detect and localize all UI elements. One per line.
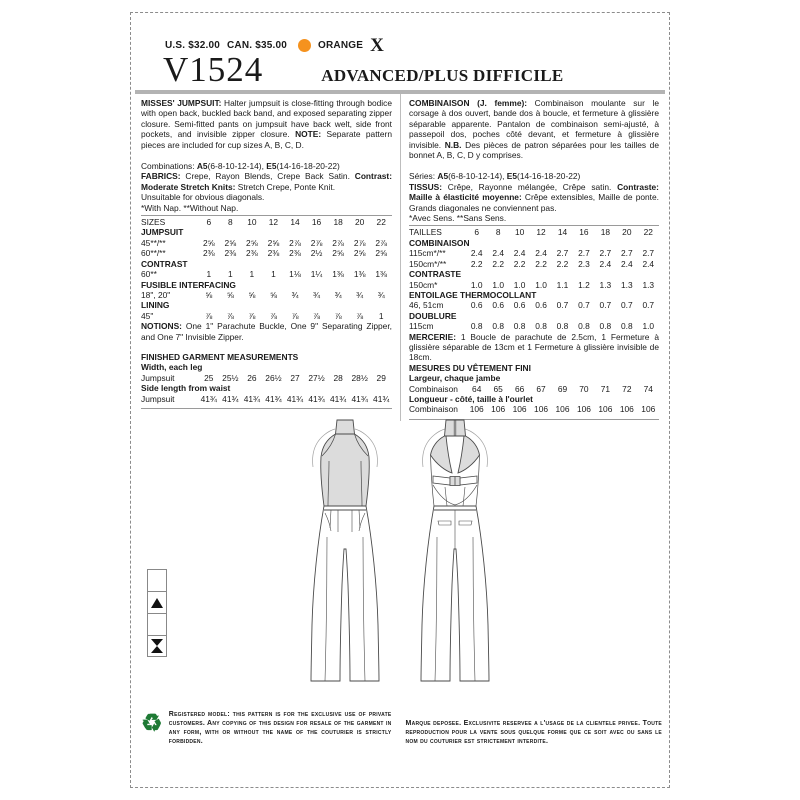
table-cell: 2⅞ — [332, 237, 344, 248]
cup-mark: X — [370, 35, 385, 56]
table-cell: 2.2 — [492, 258, 504, 269]
text-segment: Crepe, Rayon Blends, Crepe Back Satin. — [185, 171, 355, 182]
table-cell: 72 — [622, 383, 632, 394]
text-segment: Crêpe extensibles, Maille de ponte. Grands diagonales ne conviennent pas. — [409, 192, 659, 213]
table-cell: 2⅜ — [202, 248, 215, 259]
table-section-row — [409, 269, 659, 279]
table-cell: 1⅜ — [332, 269, 344, 280]
table-cell: 106 — [491, 404, 506, 415]
text-segment: N.B. — [444, 139, 466, 150]
table-cell: 20 — [622, 227, 632, 238]
table-cell: 41¾ — [373, 393, 390, 404]
divider — [409, 225, 659, 226]
table-cell: ⅞ — [291, 310, 299, 321]
text-segment: MERCERIE: — [409, 331, 461, 342]
text-segment: E5 — [266, 161, 277, 172]
table-cell: 2.4 — [513, 248, 526, 259]
table-row — [409, 321, 659, 331]
table-cell: 41¾ — [243, 393, 261, 404]
table-cell: 16 — [579, 227, 589, 238]
legal-text-fr: Marque deposee. Exclusivite reservee a l'usage de la clientele privee. Toute reproduction pour la vente sous quelque forme que ce soit avec ou sans le nom du couturier est strictement interdite. — [405, 720, 662, 745]
table-cell: 106 — [534, 404, 549, 415]
table-row — [141, 311, 392, 321]
table-row-label: 150cm* — [409, 279, 438, 290]
table-row-label: 115cm*/** — [409, 248, 446, 259]
table-row — [409, 300, 659, 310]
table-section-row — [141, 227, 392, 237]
table-cell: 2⅝ — [246, 237, 258, 248]
text-columns — [135, 94, 665, 421]
table-cell: 12 — [268, 217, 279, 228]
table-section-row — [141, 300, 392, 310]
text-segment: Contraste: Maille à élasticité moyenne: — [409, 181, 659, 203]
table-cell: 1.3 — [621, 279, 633, 290]
table-cell: 12 — [536, 227, 546, 238]
table-cell: 10 — [247, 217, 257, 228]
table-cell: ¾ — [356, 289, 364, 300]
table-cell: 1 — [206, 269, 212, 280]
english-column — [135, 94, 400, 421]
table-row-label: 60** — [141, 269, 157, 280]
table-row-label: Jumpsuit — [141, 372, 175, 383]
table-cell: 8 — [227, 217, 233, 228]
table-cell: 2⅜ — [289, 248, 301, 259]
table-cell: 2⅞ — [375, 237, 388, 248]
table-row-label: Jumpsuit — [141, 393, 175, 404]
table-cell: 74 — [643, 383, 653, 394]
text-segment: Des pièces de patron séparées pour les tailles de bonnet A, B, C, D y comprises. — [409, 139, 659, 161]
table-row — [409, 259, 659, 269]
table-cell: 106 — [619, 404, 634, 415]
fabrics-en — [141, 171, 392, 192]
table-cell: 2.2 — [556, 258, 569, 269]
table-row-label: Side length from waist — [141, 383, 231, 394]
table-cell: 2.4 — [492, 248, 504, 259]
table-row-label: 45" — [141, 310, 154, 321]
table-cell: 106 — [598, 404, 613, 415]
table-row — [141, 373, 392, 383]
table-cell: 0.8 — [621, 321, 633, 332]
table-cell: 1 — [271, 269, 276, 280]
table-cell: 0.7 — [621, 300, 633, 311]
text-segment: A5 — [437, 171, 449, 182]
price-us: U.S. $32.00 — [165, 40, 221, 51]
combinations-en — [141, 161, 392, 171]
table-cell: ⅝ — [248, 289, 256, 300]
text-segment: A5 — [196, 161, 208, 172]
table-cell: 0.8 — [513, 321, 526, 332]
table-cell: 1⅜ — [375, 269, 388, 280]
legal-french — [402, 710, 663, 746]
table-cell: 0.7 — [578, 300, 590, 311]
table-cell: 28 — [333, 372, 343, 383]
yardage-table-fr — [409, 227, 659, 331]
table-cell: 0.8 — [492, 321, 504, 332]
table-row — [409, 404, 659, 414]
table-cell: 1.0 — [535, 279, 547, 290]
difficulty-label: ADVANCED/PLUS DIFFICILE — [321, 66, 564, 85]
table-cell: 2.4 — [535, 248, 547, 259]
table-cell: 2⅜ — [267, 248, 280, 259]
table-cell: 2⅞ — [289, 237, 301, 248]
table-row-label: 18", 20" — [141, 289, 171, 300]
table-cell: 41¾ — [308, 393, 325, 404]
table-cell: 2⅝ — [267, 237, 280, 248]
table-row-label: JUMPSUIT — [141, 227, 184, 238]
table-cell: 2⅞ — [353, 237, 366, 248]
measurements-table-fr — [409, 363, 659, 415]
table-cell: 18 — [600, 227, 611, 238]
table-row-label: Combinaison — [409, 383, 458, 394]
table-cell: 2⅝ — [332, 248, 344, 259]
table-row-label: Largeur, chaque jambe — [409, 373, 501, 384]
table-cell: 8 — [495, 227, 501, 238]
pattern-envelope-back — [130, 12, 670, 788]
table-cell: 25½ — [222, 372, 239, 383]
table-cell: 20 — [354, 217, 365, 228]
recycle-icon: ♻ — [141, 710, 163, 737]
table-cell: 6 — [474, 227, 480, 238]
table-cell: 6 — [206, 217, 212, 228]
table-cell: 64 — [472, 383, 482, 394]
table-cell: 1¼ — [310, 269, 323, 280]
table-cell: 0.7 — [642, 300, 655, 311]
table-cell: ⅝ — [269, 289, 277, 300]
table-section-row — [409, 311, 659, 321]
table-row-label: LINING — [141, 300, 170, 311]
notions-en — [141, 321, 392, 342]
price-can: CAN. $35.00 — [227, 40, 288, 51]
table-cell: 18 — [333, 217, 343, 228]
table-cell: 41¾ — [329, 393, 347, 404]
text-segment: MISSES' JUMPSUIT: — [141, 98, 225, 108]
table-cell: ⅝ — [205, 289, 213, 300]
legal-footer — [141, 710, 662, 746]
unsuitable-en: Unsuitable for obvious diagonals. — [141, 192, 265, 203]
table-row-label: FUSIBLE INTERFACING — [141, 279, 236, 290]
table-cell: 0.8 — [599, 321, 612, 332]
table-section-row — [141, 280, 392, 290]
table-cell: 0.8 — [556, 321, 569, 332]
table-cell: 2.7 — [556, 248, 569, 259]
table-cell: 71 — [600, 383, 611, 394]
legal-text-en: Registered model: this pattern is for the exclusive use of private customers. Any copying of this design for resale of the garment in any form, with or without the name of the couturier is strictly forbidden. — [168, 711, 392, 745]
table-row-label: SIZES — [141, 217, 166, 228]
table-row — [141, 290, 392, 300]
text-segment: TISSUS: — [409, 181, 448, 192]
divider — [141, 408, 392, 409]
text-segment: 1 Boucle de parachute de 2.5cm, 1 Fermeture à glissière séparable de 13cm et 1 Fermeture à glissière invisible de 18cm. — [409, 331, 659, 363]
table-cell: 2⅝ — [375, 248, 388, 259]
text-segment: Séries: — [409, 171, 438, 182]
text-segment: (14-16-18-20-22) — [517, 171, 581, 182]
table-cell: ⅞ — [205, 310, 213, 321]
table-row — [141, 269, 392, 279]
table-cell: ¾ — [313, 289, 321, 300]
table-cell: 2.7 — [578, 248, 590, 259]
table-row-label: 150cm*/** — [409, 258, 447, 269]
table-cell: 14 — [557, 227, 568, 238]
table-cell: 2.4 — [599, 258, 612, 269]
table-cell: 2.7 — [621, 248, 633, 259]
table-section-row — [141, 383, 392, 393]
table-row-label: FINISHED GARMENT MEASUREMENTS — [141, 351, 299, 362]
text-segment: Combinaison moulante sur le corsage à dos ouvert, bande dos à boucle, et fermeture à glissière séparable apparente. Pantalon de combinaison semi-ajusté, à passepoil dos, poches côté devant, et fermeture à glissière invisible. — [409, 98, 659, 150]
legal-english — [141, 710, 402, 746]
symbol-box-empty — [147, 613, 167, 635]
text-segment: NOTIONS: — [141, 321, 186, 332]
table-section-row — [141, 352, 392, 362]
table-cell: 69 — [557, 383, 568, 394]
table-cell: 65 — [493, 383, 503, 394]
symbol-box-empty — [147, 569, 167, 591]
table-cell: 2⅞ — [310, 237, 323, 248]
table-row-label: CONTRAST — [141, 258, 188, 269]
table-cell: 0.6 — [535, 300, 547, 311]
table-cell: 1.0 — [470, 279, 483, 290]
table-cell: 1.0 — [513, 279, 526, 290]
table-cell: ⅞ — [356, 310, 364, 321]
technical-drawings — [295, 415, 505, 687]
jumpsuit-back-view-drawing — [405, 415, 505, 687]
table-section-row — [409, 373, 659, 383]
table-cell: 106 — [555, 404, 570, 415]
table-cell: 2⅜ — [246, 248, 258, 259]
table-cell: 1.2 — [578, 279, 590, 290]
table-cell: 1⅜ — [353, 269, 366, 280]
table-cell: 67 — [536, 383, 546, 394]
table-cell: 0.6 — [513, 300, 526, 311]
combinations-fr — [409, 171, 659, 181]
table-cell: 1 — [249, 269, 255, 280]
text-segment: Separate pattern pieces are included for cup sizes A, B, C, D. — [141, 129, 392, 150]
text-segment: E5 — [506, 171, 518, 182]
table-cell: 1 — [378, 310, 384, 321]
yardage-table-en — [141, 217, 392, 321]
table-cell: 2.3 — [578, 258, 590, 269]
table-cell: 27 — [290, 372, 300, 383]
table-cell: 0.8 — [578, 321, 590, 332]
table-row-label: TAILLES — [409, 227, 442, 238]
text-segment: FABRICS: — [141, 171, 186, 182]
jumpsuit-front-view-drawing — [295, 415, 395, 687]
french-column — [400, 94, 665, 421]
hourglass-icon — [147, 635, 167, 657]
table-row-label: 60**/** — [141, 248, 166, 259]
table-cell: 41¾ — [351, 393, 368, 404]
text-segment: One 1" Parachute Buckle, One 9" Separating Zipper, and One 7" Invisible Zipper. — [141, 321, 392, 342]
table-cell: 70 — [579, 383, 589, 394]
table-row — [409, 384, 659, 394]
text-segment: Halter jumpsuit is close-fitting through bodice with open back, buckled back band, and exposed separating zipper closure. Semi-fitted pants on jumpsuit have back welt, side front pockets, and invisible zipper closure. — [141, 98, 392, 140]
table-row-label: 115cm — [409, 321, 434, 332]
table-row — [409, 227, 659, 237]
table-cell: 28½ — [351, 372, 368, 383]
table-row — [141, 238, 392, 248]
table-cell: 0.6 — [492, 300, 504, 311]
table-cell: 0.7 — [556, 300, 569, 311]
table-cell: 41¾ — [200, 393, 217, 404]
table-cell: 27½ — [308, 372, 325, 383]
table-cell: 25 — [204, 372, 214, 383]
triangle-icon — [147, 591, 167, 613]
pattern-number: V1524 — [163, 50, 264, 89]
table-cell: 1.1 — [556, 279, 569, 290]
table-cell: 106 — [641, 404, 656, 415]
table-cell: 0.7 — [599, 300, 612, 311]
table-cell: 2.2 — [535, 258, 547, 269]
text-segment: (6-8-10-12-14), — [448, 171, 507, 182]
table-section-row — [141, 362, 392, 372]
table-cell: 2.7 — [642, 248, 655, 259]
text-segment: (14-16-18-20-22) — [276, 161, 340, 172]
table-cell: 10 — [514, 227, 525, 238]
text-segment: Contrast: Moderate Stretch Knits: — [141, 171, 392, 192]
table-cell: 41¾ — [265, 393, 282, 404]
table-cell: 106 — [469, 404, 484, 415]
table-cell: 1.3 — [599, 279, 612, 290]
table-cell: ¾ — [334, 289, 342, 300]
table-cell: 26 — [247, 372, 257, 383]
header — [131, 13, 669, 87]
table-row-label: Width, each leg — [141, 362, 203, 373]
table-cell: 2⅜ — [224, 248, 237, 259]
table-cell: 22 — [376, 217, 386, 228]
divider — [141, 215, 392, 216]
measurements-table-en — [141, 352, 392, 404]
text-segment: Crêpe, Rayonne mélangée, Crêpe satin. — [447, 181, 618, 192]
table-row-label: Combinaison — [409, 404, 458, 415]
table-cell: 0.8 — [535, 321, 547, 332]
table-cell: 2.4 — [642, 258, 655, 269]
table-cell: 106 — [576, 404, 591, 415]
table-cell: 16 — [311, 217, 322, 228]
table-cell: ⅞ — [248, 310, 256, 321]
table-cell: 1⅛ — [289, 269, 301, 280]
text-segment: COMBINAISON (J. femme): — [409, 98, 535, 108]
table-row-label: DOUBLURE — [409, 310, 457, 321]
text-segment: Combinations: — [141, 161, 197, 172]
table-cell: 26½ — [265, 372, 282, 383]
table-row — [141, 394, 392, 404]
table-cell: 29 — [376, 372, 386, 383]
table-cell: 2⅝ — [224, 237, 237, 248]
table-row-label: 45**/** — [141, 237, 166, 248]
table-cell: 66 — [514, 383, 525, 394]
table-row-label: MESURES DU VÊTEMENT FINI — [409, 362, 531, 373]
table-cell: ⅞ — [313, 310, 321, 321]
table-cell: 0.6 — [470, 300, 483, 311]
table-cell: ⅞ — [226, 310, 234, 321]
table-row — [141, 248, 392, 258]
table-cell: ⅝ — [226, 289, 234, 300]
table-row — [141, 217, 392, 227]
description-fr — [409, 98, 659, 160]
table-cell: 2.2 — [513, 258, 526, 269]
table-cell: 41¾ — [286, 393, 304, 404]
table-row-label: COMBINAISON — [409, 237, 470, 248]
text-segment: NOTE: — [295, 129, 327, 140]
table-cell: 0.8 — [470, 321, 483, 332]
table-row-label: Longueur - côté, taille à l'ourlet — [409, 393, 533, 404]
table-cell: 1 — [227, 269, 233, 280]
orange-dot-icon — [298, 39, 311, 52]
table-cell: 2.2 — [470, 258, 483, 269]
table-cell: 106 — [512, 404, 527, 415]
table-section-row — [141, 259, 392, 269]
table-section-row — [409, 290, 659, 300]
figure-type-symbol-strip — [147, 569, 167, 657]
description-en — [141, 98, 392, 150]
table-section-row — [409, 238, 659, 248]
nap-note-fr: *Avec Sens. **Sans Sens. — [409, 213, 507, 224]
table-cell: ⅞ — [269, 310, 277, 321]
table-cell: 2⅝ — [202, 237, 215, 248]
table-cell: 1.3 — [642, 279, 655, 290]
text-segment: Stretch Crepe, Ponte Knit. — [237, 181, 336, 192]
table-cell: 1.0 — [492, 279, 504, 290]
table-section-row — [409, 363, 659, 373]
table-row — [409, 248, 659, 258]
table-section-row — [409, 394, 659, 404]
table-cell: ¾ — [291, 289, 299, 300]
table-row-label: 46, 51cm — [409, 300, 444, 311]
table-row-label: CONTRASTE — [409, 269, 462, 280]
brand-line — [141, 50, 659, 89]
table-cell: 14 — [290, 217, 300, 228]
table-cell: 1.0 — [642, 321, 655, 332]
table-cell: ⅞ — [334, 310, 342, 321]
table-cell: 22 — [643, 227, 653, 238]
table-cell: 2.4 — [621, 258, 633, 269]
table-row-label: ENTOILAGE THERMOCOLLANT — [409, 289, 537, 300]
table-row — [409, 280, 659, 290]
table-cell: ¾ — [377, 289, 385, 300]
table-cell: 2.7 — [599, 248, 612, 259]
table-cell: 2½ — [310, 248, 323, 259]
fabrics-fr — [409, 182, 659, 213]
notions-fr — [409, 332, 659, 363]
table-cell: 2⅝ — [353, 248, 366, 259]
table-cell: 2.4 — [470, 248, 483, 259]
color-name: ORANGE — [318, 40, 364, 51]
nap-note-en: *With Nap. **Without Nap. — [141, 202, 239, 213]
text-segment: (6-8-10-12-14), — [207, 161, 267, 172]
table-cell: 41¾ — [222, 393, 239, 404]
